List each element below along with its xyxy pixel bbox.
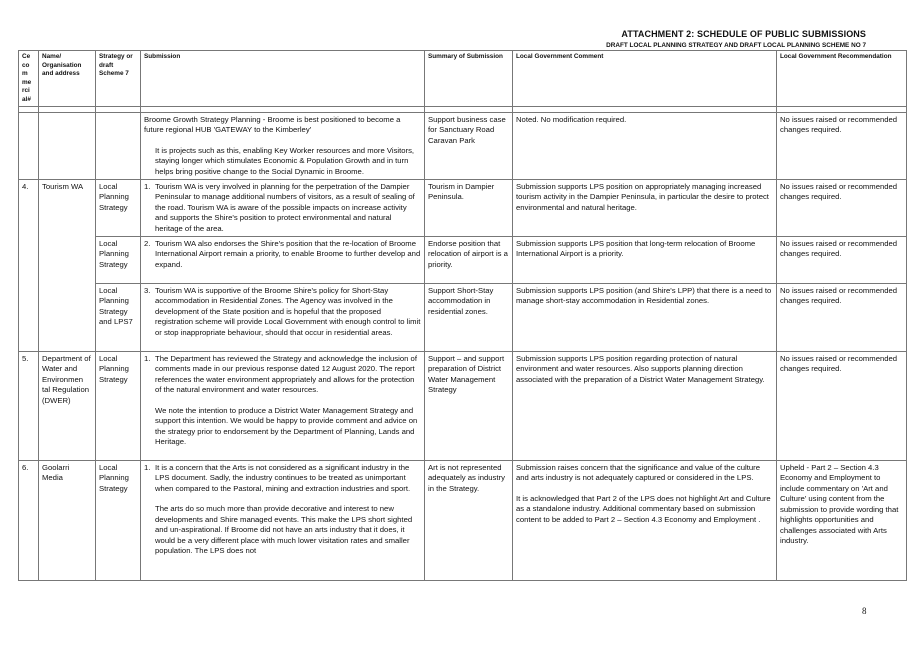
summary-cell: Tourism in Dampier Peninsula.	[425, 180, 513, 237]
submission-cell	[141, 284, 425, 352]
submission-cell	[141, 352, 425, 461]
col-header-recommendation: Local Government Recommendation	[777, 51, 907, 107]
comment-cell: Submission supports LPS position regarding protection of natural environment and water resources. Also supports planning direction associated with the preparation of a District Water Management Strategy.	[513, 352, 777, 461]
table-row	[19, 284, 907, 352]
summary-cell: Support – and support preparation of District Water Management Strategy	[425, 352, 513, 461]
comment-cell: Submission supports LPS position (and Shire's LPP) that there is a need to manage short-stay accommodation in Residential zones.	[513, 284, 777, 352]
table-row	[19, 180, 907, 237]
comment-paragraph: It is acknowledged that Part 2 of the LPS does not highlight Art and Culture as a standalone industry. Additional commentary based on submission content to be added to Part 2 – Section 4.3 Economy and Employment .	[516, 493, 771, 524]
comment-cell: Submission supports LPS position on appropriately managing increased tourism activity in the Dampier Peninsula, in particular the desire to protect environmental and natural heritage.	[513, 180, 777, 237]
submission-paragraph: Broome Growth Strategy Planning - Broome is best positioned to become a future regional HUB 'GATEWAY to the Kimberley'	[144, 115, 401, 135]
submission-text: It is a concern that the Arts is not considered as a significant industry in the LPS document. Sadly, the industry continues to be treated as unimportant when compared to the Pastoral, mining and extraction industries and sport.	[155, 463, 411, 493]
item-number: 1.	[144, 182, 151, 192]
submission-number: 6.	[19, 461, 39, 581]
summary-cell: Art is not represented adequately as industry in the Strategy.	[425, 461, 513, 581]
recommendation-cell: No issues raised or recommended changes required.	[777, 113, 907, 180]
summary-cell: Support business case for Sanctuary Road Caravan Park	[425, 113, 513, 180]
col-header-summary: Summary of Submission	[425, 51, 513, 107]
recommendation-cell: No issues raised or recommended changes required.	[777, 180, 907, 237]
col-header-commercial-number: Ce co m me rci al#	[19, 51, 39, 107]
submission-cell	[141, 113, 425, 180]
submitter-name: Tourism WA	[39, 180, 96, 352]
submission-paragraph: We note the intention to produce a District Water Management Strategy and support this intention. We would be happy to provide comment and advice on the strategy prior to endorsement by the Department of Planning, Lands and Heritage.	[155, 405, 418, 446]
col-header-comment: Local Government Comment	[513, 51, 777, 107]
table-row	[19, 352, 907, 461]
col-header-submission: Submission	[141, 51, 425, 107]
table-row	[19, 113, 907, 180]
submission-number: 4.	[19, 180, 39, 352]
item-number: 1.	[144, 354, 151, 364]
recommendation-cell: Upheld - Part 2 – Section 4.3 Economy and Employment to include commentary on 'Art and Culture' using content from the submission to provide wording that highlights opportunities and challenges associated with Arts industry.	[777, 461, 907, 581]
table-row	[19, 461, 907, 581]
summary-cell: Support Short-Stay accommodation in residential zones.	[425, 284, 513, 352]
recommendation-cell: No issues raised or recommended changes required.	[777, 237, 907, 284]
submission-paragraph: The arts do so much more than provide decorative and interest to new developments and Shire managed events. This make the LPS short sighted and un-aspirational. If Broome did not have an arts industry that it does, it would be a very different place with much lower visitation rates and smaller population. The LPS does not	[155, 504, 413, 555]
item-number: 3.	[144, 286, 151, 296]
recommendation-cell: No issues raised or recommended changes required.	[777, 284, 907, 352]
summary-cell: Endorse position that relocation of airport is a priority.	[425, 237, 513, 284]
submitter-name: Department of Water and Environmen tal Regulation (DWER)	[39, 352, 96, 461]
submission-text: The Department has reviewed the Strategy and acknowledge the inclusion of comments made in our previous response dated 12 August 2020. The report references the water environment appropriately and allows for the protection of the natural environment and water resources.	[155, 354, 417, 395]
comment-cell: Noted. No modification required.	[513, 113, 777, 180]
comment-cell	[513, 461, 777, 581]
submission-paragraph: It is projects such as this, enabling Key Worker resources and more Visitors, staying longer which stimulates Economic & Population Growth and in turn helps bring positive change to the Social Dynamic in Broome.	[155, 145, 415, 176]
table-header-row	[19, 51, 907, 107]
page-number: 8	[862, 606, 867, 616]
submission-cell	[141, 461, 425, 581]
submissions-table	[18, 50, 907, 581]
strategy-cell: Local Planning Strategy	[96, 180, 141, 237]
submission-number: 5.	[19, 352, 39, 461]
col-header-strategy: Strategy or draft Scheme 7	[96, 51, 141, 107]
document-subtitle: DRAFT LOCAL PLANNING STRATEGY AND DRAFT LOCAL PLANNING SCHEME NO 7	[606, 42, 866, 49]
strategy-cell: Local Planning Strategy	[96, 352, 141, 461]
item-number: 1.	[144, 463, 151, 473]
strategy-cell: Local Planning Strategy	[96, 237, 141, 284]
submission-text: Tourism WA is very involved in planning for the perpetration of the Dampier Peninsular to manage additional numbers of visitors, as a result of sealing of the road. Tourism WA is aware of the possible impacts on increase activity and supports the Shire's position to protect environmental and natural heritage of the area.	[155, 182, 415, 233]
recommendation-cell: No issues raised or recommended changes required.	[777, 352, 907, 461]
comment-cell: Submission supports LPS position that long-term relocation of Broome International Airport is a priority.	[513, 237, 777, 284]
document-title: ATTACHMENT 2: SCHEDULE OF PUBLIC SUBMISSIONS	[621, 29, 866, 39]
submission-text: Tourism WA is supportive of the Broome Shire's policy for Short-Stay accommodation in Residential Zones. The Agency was involved in the development of the State position and is hopeful that the proposed registration scheme will provide Local Government with enough control to limit or stop inappropriate behaviour, should that occur in residential areas.	[155, 286, 421, 337]
submission-cell	[141, 180, 425, 237]
item-number: 2.	[144, 239, 151, 249]
col-header-name: Name/ Organisation and address	[39, 51, 96, 107]
submission-text: Tourism WA also endorses the Shire's position that the re-location of Broome International Airport remain a priority, to enable Broome to further develop and expand.	[155, 239, 421, 269]
submission-cell	[141, 237, 425, 284]
comment-paragraph: Submission raises concern that the significance and value of the culture and arts industry is not adequately captured or considered in the LPS.	[516, 463, 761, 483]
strategy-cell: Local Planning Strategy	[96, 461, 141, 581]
strategy-cell: Local Planning Strategy and LPS7	[96, 284, 141, 352]
submitter-name: Goolarri Media	[39, 461, 96, 581]
table-row	[19, 237, 907, 284]
